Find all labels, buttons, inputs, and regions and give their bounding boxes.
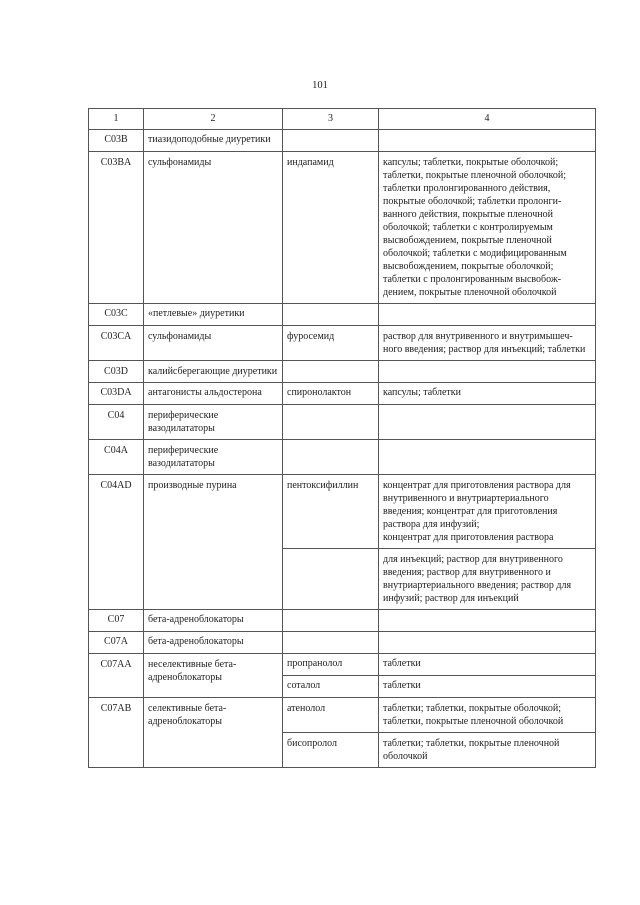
dosage-forms: для инъекций; раствор для внутривенного введения; раствор для внутривенного и внутриартериального введения; раствор для инфузий; раствор для инъекций <box>379 549 596 610</box>
table-row <box>89 304 596 326</box>
drug-group: периферические вазодилататоры <box>144 405 283 440</box>
dosage-forms: таблетки; таблетки, покрытые пленочной оболочкой <box>379 733 596 768</box>
drug-group: сульфонамиды <box>144 326 283 361</box>
table-row <box>89 698 596 733</box>
drug-group: бета-адреноблокаторы <box>144 632 283 654</box>
table-row <box>89 654 596 676</box>
table-row <box>89 440 596 475</box>
dosage-forms-part: концентрат для приготовления раствора <box>383 532 554 543</box>
atc-code: C03CA <box>89 326 144 361</box>
table-row <box>89 130 596 152</box>
table-row <box>89 152 596 304</box>
atc-code: C07A <box>89 632 144 654</box>
drug-group: селективные бета-адреноблокаторы <box>144 698 283 768</box>
table-row <box>89 405 596 440</box>
table-row <box>89 326 596 361</box>
drug-group: производные пурина <box>144 475 283 610</box>
empty-cell <box>379 632 596 654</box>
drug-group: неселективные бета-адреноблокаторы <box>144 654 283 698</box>
dosage-forms: таблетки <box>379 654 596 676</box>
dosage-forms: таблетки <box>379 676 596 698</box>
dosage-forms: раствор для внутривенного и внутримышеч-ного введения; раствор для инъекций; таблетки <box>379 326 596 361</box>
drug-classification-table <box>88 108 596 768</box>
atc-code: C07 <box>89 610 144 632</box>
empty-cell <box>379 440 596 475</box>
atc-code: C03C <box>89 304 144 326</box>
empty-cell <box>283 304 379 326</box>
drug-name: пропранолол <box>283 654 379 676</box>
empty-cell <box>379 610 596 632</box>
drug-group: сульфонамиды <box>144 152 283 304</box>
empty-cell <box>283 549 379 610</box>
table-row <box>89 610 596 632</box>
table-row <box>89 361 596 383</box>
dosage-forms: капсулы; таблетки <box>379 383 596 405</box>
empty-cell <box>283 405 379 440</box>
drug-group: «петлевые» диуретики <box>144 304 283 326</box>
empty-cell <box>379 405 596 440</box>
empty-cell <box>379 130 596 152</box>
table-row <box>89 632 596 654</box>
drug-name: соталол <box>283 676 379 698</box>
empty-cell <box>283 632 379 654</box>
dosage-forms <box>379 475 596 549</box>
atc-code: C03BA <box>89 152 144 304</box>
table-row <box>89 475 596 549</box>
atc-code: C04A <box>89 440 144 475</box>
atc-code: C03DA <box>89 383 144 405</box>
drug-group: тиазидоподобные диуретики <box>144 130 283 152</box>
drug-group: периферические вазодилататоры <box>144 440 283 475</box>
drug-name: спиронолактон <box>283 383 379 405</box>
empty-cell <box>283 130 379 152</box>
drug-group: калийсберегающие диуретики <box>144 361 283 383</box>
empty-cell <box>283 361 379 383</box>
drug-name: фуросемид <box>283 326 379 361</box>
column-header-4: 4 <box>379 109 596 130</box>
dosage-forms: таблетки; таблетки, покрытые оболочкой; таблетки, покрытые пленочной оболочкой <box>379 698 596 733</box>
atc-code: C03D <box>89 361 144 383</box>
table-header-row <box>89 109 596 130</box>
drug-group: бета-адреноблокаторы <box>144 610 283 632</box>
atc-code: C03B <box>89 130 144 152</box>
column-header-3: 3 <box>283 109 379 130</box>
drug-name: атенолол <box>283 698 379 733</box>
dosage-forms-part: концентрат для приготовления раствора для внутривенного и внутриартериального введения; концентрат для приготовления раствора для инфузий; <box>383 480 571 530</box>
empty-cell <box>379 304 596 326</box>
drug-group: антагонисты альдостерона <box>144 383 283 405</box>
atc-code: C07AA <box>89 654 144 698</box>
atc-code: C07AB <box>89 698 144 768</box>
dosage-forms: капсулы; таблетки, покрытые оболочкой; таблетки, покрытые пленочной оболочкой; таблетки пролонгированного действия, покрытые оболочкой; таблетки пролонги-ванного действия, покрытые пленочной оболочкой; таблетки с контролируемым высвобождением, покрытые пленочной оболочкой; таблетки с модифицированным высвобождением, покрытые оболочкой; таблетки с пролонгированным высвобож-дением, покрытые пленочной оболочкой <box>379 152 596 304</box>
page-number: 101 <box>312 80 328 91</box>
table-row <box>89 383 596 405</box>
drug-name: бисопролол <box>283 733 379 768</box>
empty-cell <box>283 440 379 475</box>
empty-cell <box>283 610 379 632</box>
drug-name: пентоксифиллин <box>283 475 379 549</box>
atc-code: C04 <box>89 405 144 440</box>
atc-code: C04AD <box>89 475 144 610</box>
column-header-2: 2 <box>144 109 283 130</box>
empty-cell <box>379 361 596 383</box>
column-header-1: 1 <box>89 109 144 130</box>
drug-name: индапамид <box>283 152 379 304</box>
